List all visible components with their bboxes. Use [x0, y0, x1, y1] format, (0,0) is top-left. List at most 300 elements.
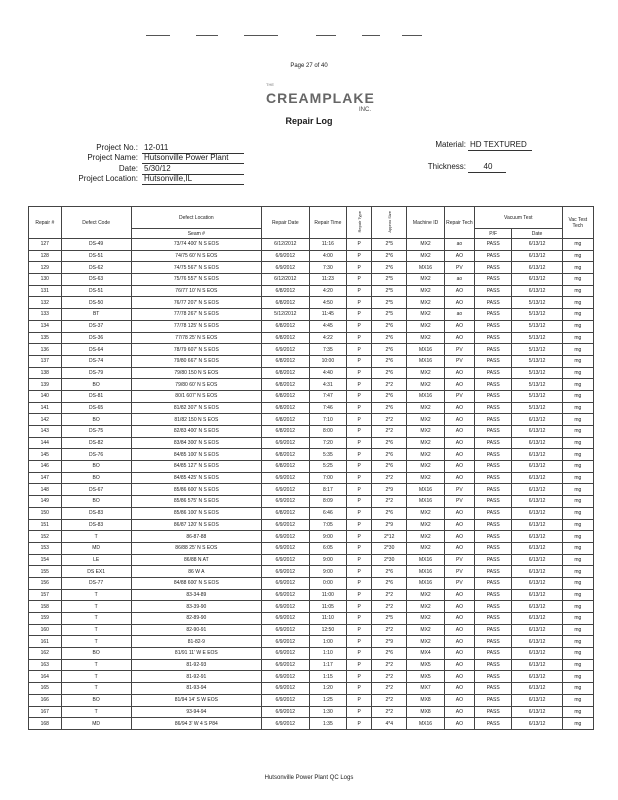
cell-repair-time: 5:35: [309, 449, 347, 461]
cell-defect-location: 81/82 307' N S EOS: [131, 402, 261, 414]
cell-machine-id: MX2: [407, 426, 445, 438]
cell-repair-no: 150: [29, 507, 62, 519]
cell-repair-type: P: [347, 274, 372, 286]
cell-repair-type: P: [347, 367, 372, 379]
cell-defect-code: DS-83: [61, 507, 131, 519]
cell-vacuum-pf: PASS: [474, 414, 512, 426]
cell-repair-type: P: [347, 577, 372, 589]
top-rule-2: [196, 35, 218, 36]
table-row: [29, 566, 594, 578]
date-label: Date:: [118, 164, 138, 173]
cell-repair-type: P: [347, 449, 372, 461]
cell-repair-no: 148: [29, 484, 62, 496]
cell-repair-time: 8:17: [309, 484, 347, 496]
cell-machine-id: MX2: [407, 531, 445, 543]
cell-repair-date: 6/9/2012: [261, 566, 309, 578]
cell-repair-date: 6/9/2012: [261, 694, 309, 706]
logo-main-text: CREAMPLAKE: [266, 90, 375, 106]
table-row: [29, 577, 594, 589]
cell-machine-id: MX2: [407, 367, 445, 379]
col-repair-tech: Repair Tech: [444, 207, 474, 239]
cell-repair-tech: AO: [444, 414, 474, 426]
cell-repair-date: 6/8/2012: [261, 461, 309, 473]
cell-approx-size: 2*6: [372, 648, 407, 660]
cell-vac-test-tech: mg: [562, 542, 593, 554]
cell-defect-code: DS-63: [61, 274, 131, 286]
cell-vacuum-pf: PASS: [474, 285, 512, 297]
cell-repair-tech: AO: [444, 426, 474, 438]
cell-repair-type: P: [347, 402, 372, 414]
cell-repair-no: 167: [29, 706, 62, 718]
cell-defect-code: MD: [61, 542, 131, 554]
cell-repair-time: 7:05: [309, 519, 347, 531]
cell-repair-tech: PV: [444, 344, 474, 356]
cell-defect-code: BT: [61, 309, 131, 321]
cell-repair-date: 6/8/2012: [261, 449, 309, 461]
cell-vacuum-date: 6/13/12: [512, 671, 562, 683]
cell-vac-test-tech: mg: [562, 414, 593, 426]
cell-repair-date: 6/9/2012: [261, 718, 309, 730]
cell-repair-tech: AO: [444, 461, 474, 473]
cell-defect-code: BO: [61, 379, 131, 391]
cell-machine-id: MX2: [407, 437, 445, 449]
cell-repair-date: 6/9/2012: [261, 648, 309, 660]
cell-repair-date: 6/8/2012: [261, 379, 309, 391]
cell-repair-tech: PV: [444, 577, 474, 589]
cell-vacuum-pf: PASS: [474, 355, 512, 367]
cell-machine-id: MX2: [407, 297, 445, 309]
material-value: HD TEXTURED: [468, 140, 532, 151]
cell-approx-size: 2*2: [372, 706, 407, 718]
cell-repair-time: 6:05: [309, 542, 347, 554]
top-rule-1: [146, 35, 170, 36]
cell-repair-date: 6/9/2012: [261, 531, 309, 543]
cell-repair-date: 6/9/2012: [261, 472, 309, 484]
cell-approx-size: 2*9: [372, 519, 407, 531]
cell-vacuum-pf: PASS: [474, 671, 512, 683]
cell-vac-test-tech: mg: [562, 507, 593, 519]
cell-defect-location: 81-93-94: [131, 683, 261, 695]
cell-repair-tech: AO: [444, 449, 474, 461]
cell-defect-location: 78/79 607' N S EOS: [131, 344, 261, 356]
cell-repair-type: P: [347, 344, 372, 356]
cell-defect-location: 81/91 11' W E EOS: [131, 648, 261, 660]
cell-machine-id: MX5: [407, 671, 445, 683]
cell-approx-size: 2*6: [372, 437, 407, 449]
table-row: [29, 694, 594, 706]
cell-vacuum-date: 6/13/12: [512, 554, 562, 566]
cell-repair-type: P: [347, 566, 372, 578]
cell-vacuum-pf: PASS: [474, 472, 512, 484]
cell-approx-size: 2*5: [372, 285, 407, 297]
cell-defect-location: 86/88 N AT: [131, 554, 261, 566]
cell-defect-code: DS-51: [61, 285, 131, 297]
cell-vacuum-date: 6/13/12: [512, 426, 562, 438]
cell-repair-no: 162: [29, 648, 62, 660]
cell-machine-id: MX2: [407, 414, 445, 426]
project-name-label: Project Name:: [87, 153, 138, 162]
cell-machine-id: MX2: [407, 250, 445, 262]
table-row: [29, 601, 594, 613]
cell-repair-type: P: [347, 659, 372, 671]
footer-text: Hutsonville Power Plant QC Logs: [264, 775, 354, 781]
cell-defect-location: 86/88 25' N S EOS: [131, 542, 261, 554]
col-approx-size-label: Approx Size: [386, 210, 392, 233]
cell-approx-size: 2*9: [372, 636, 407, 648]
cell-approx-size: 2*2: [372, 426, 407, 438]
col-repair-type-label: Repair Type: [356, 210, 362, 233]
cell-repair-tech: PV: [444, 262, 474, 274]
cell-defect-location: 86-87-88: [131, 531, 261, 543]
cell-repair-no: 153: [29, 542, 62, 554]
cell-defect-code: BO: [61, 496, 131, 508]
top-rule-6: [402, 35, 422, 36]
cell-repair-no: 149: [29, 496, 62, 508]
table-row: [29, 636, 594, 648]
cell-vac-test-tech: mg: [562, 320, 593, 332]
cell-vacuum-pf: PASS: [474, 683, 512, 695]
cell-repair-time: 4:40: [309, 367, 347, 379]
cell-vacuum-date: 6/13/12: [512, 449, 562, 461]
col-repair-no: Repair #: [29, 207, 62, 239]
cell-vacuum-pf: PASS: [474, 239, 512, 251]
cell-defect-code: BO: [61, 461, 131, 473]
cell-repair-tech: AO: [444, 613, 474, 625]
table-row: [29, 624, 594, 636]
cell-approx-size: 2*6: [372, 367, 407, 379]
cell-vac-test-tech: mg: [562, 379, 593, 391]
cell-repair-type: P: [347, 601, 372, 613]
cell-defect-code: BO: [61, 694, 131, 706]
cell-repair-no: 168: [29, 718, 62, 730]
cell-vac-test-tech: mg: [562, 566, 593, 578]
cell-defect-location: 77/78 25' N S EOS: [131, 332, 261, 344]
cell-repair-time: 7:20: [309, 437, 347, 449]
cell-repair-date: 6/8/2012: [261, 355, 309, 367]
cell-repair-tech: AO: [444, 250, 474, 262]
cell-repair-type: P: [347, 531, 372, 543]
table-row: [29, 250, 594, 262]
cell-vac-test-tech: mg: [562, 671, 593, 683]
cell-vac-test-tech: mg: [562, 461, 593, 473]
cell-vacuum-pf: PASS: [474, 332, 512, 344]
cell-repair-time: 1:17: [309, 659, 347, 671]
cell-approx-size: 2*6: [372, 461, 407, 473]
cell-defect-location: 81-92-91: [131, 671, 261, 683]
cell-repair-type: P: [347, 332, 372, 344]
cell-defect-code: DS-62: [61, 262, 131, 274]
cell-defect-location: 85/86 100' N S EOS: [131, 507, 261, 519]
cell-vacuum-pf: PASS: [474, 694, 512, 706]
cell-defect-code: T: [61, 624, 131, 636]
col-machine-id: Machine ID: [407, 207, 445, 239]
cell-vacuum-pf: PASS: [474, 402, 512, 414]
cell-repair-tech: AO: [444, 519, 474, 531]
cell-repair-no: 154: [29, 554, 62, 566]
table-row: [29, 426, 594, 438]
cell-repair-type: P: [347, 461, 372, 473]
cell-repair-no: 165: [29, 683, 62, 695]
cell-repair-no: 144: [29, 437, 62, 449]
cell-repair-tech: AO: [444, 297, 474, 309]
cell-repair-time: 8:09: [309, 496, 347, 508]
cell-defect-code: DS-49: [61, 239, 131, 251]
cell-repair-no: 132: [29, 297, 62, 309]
cell-repair-no: 134: [29, 320, 62, 332]
cell-defect-location: 83-39-90: [131, 601, 261, 613]
cell-repair-no: 135: [29, 332, 62, 344]
cell-machine-id: MX2: [407, 542, 445, 554]
cell-vacuum-date: 6/13/12: [512, 636, 562, 648]
cell-repair-type: P: [347, 426, 372, 438]
cell-vacuum-pf: PASS: [474, 250, 512, 262]
cell-repair-type: P: [347, 648, 372, 660]
cell-repair-date: 6/9/2012: [261, 250, 309, 262]
cell-repair-no: 155: [29, 566, 62, 578]
cell-vacuum-date: 6/13/12: [512, 274, 562, 286]
cell-repair-date: 6/9/2012: [261, 624, 309, 636]
cell-defect-location: 77/78 125' N S EOS: [131, 320, 261, 332]
cell-vacuum-date: 6/13/12: [512, 542, 562, 554]
cell-vac-test-tech: mg: [562, 449, 593, 461]
cell-defect-code: DS-82: [61, 437, 131, 449]
cell-repair-no: 133: [29, 309, 62, 321]
cell-repair-tech: AO: [444, 531, 474, 543]
cell-repair-type: P: [347, 309, 372, 321]
cell-repair-time: 11:45: [309, 309, 347, 321]
cell-repair-no: 157: [29, 589, 62, 601]
cell-approx-size: 2*2: [372, 671, 407, 683]
cell-repair-no: 136: [29, 344, 62, 356]
cell-repair-date: 6/9/2012: [261, 577, 309, 589]
cell-vacuum-pf: PASS: [474, 718, 512, 730]
cell-repair-date: 6/9/2012: [261, 554, 309, 566]
cell-repair-no: 159: [29, 613, 62, 625]
cell-approx-size: 4*4: [372, 718, 407, 730]
cell-repair-time: 4:20: [309, 285, 347, 297]
table-row: [29, 671, 594, 683]
cell-defect-location: 79/80 667' N S EOS: [131, 355, 261, 367]
cell-repair-date: 6/9/2012: [261, 344, 309, 356]
cell-vacuum-date: 6/13/12: [512, 414, 562, 426]
cell-repair-time: 4:50: [309, 297, 347, 309]
cell-repair-date: 6/9/2012: [261, 484, 309, 496]
table-row: [29, 531, 594, 543]
table-row: [29, 379, 594, 391]
cell-repair-type: P: [347, 589, 372, 601]
cell-repair-time: 1:25: [309, 694, 347, 706]
cell-machine-id: MX8: [407, 706, 445, 718]
cell-vac-test-tech: mg: [562, 285, 593, 297]
thickness-value: 40: [468, 162, 506, 173]
cell-repair-time: 7:47: [309, 390, 347, 402]
table-row: [29, 613, 594, 625]
cell-repair-type: P: [347, 554, 372, 566]
col-seam-no: Seam #: [131, 229, 261, 239]
cell-vac-test-tech: mg: [562, 239, 593, 251]
cell-vacuum-pf: PASS: [474, 507, 512, 519]
cell-approx-size: 2*2: [372, 683, 407, 695]
cell-repair-time: 12:50: [309, 624, 347, 636]
cell-repair-time: 9:00: [309, 531, 347, 543]
cell-vacuum-date: 6/13/12: [512, 577, 562, 589]
top-rule-4: [316, 35, 336, 36]
cell-vacuum-date: 5/13/12: [512, 402, 562, 414]
col-vac-test-tech: Vac Test Tech: [562, 207, 593, 239]
cell-repair-time: 5:25: [309, 461, 347, 473]
cell-vacuum-date: 6/13/12: [512, 250, 562, 262]
cell-repair-tech: AO: [444, 437, 474, 449]
cell-repair-tech: AO: [444, 671, 474, 683]
cell-machine-id: MX2: [407, 332, 445, 344]
cell-machine-id: MX16: [407, 484, 445, 496]
table-row: [29, 496, 594, 508]
cell-approx-size: 2*5: [372, 274, 407, 286]
table-row: [29, 542, 594, 554]
cell-repair-date: 6/8/2012: [261, 320, 309, 332]
cell-machine-id: MX2: [407, 239, 445, 251]
cell-repair-date: 6/8/2012: [261, 402, 309, 414]
project-name-value: Hutsonville Power Plant: [142, 153, 244, 164]
cell-approx-size: 2*30: [372, 554, 407, 566]
cell-repair-tech: AO: [444, 694, 474, 706]
cell-vac-test-tech: mg: [562, 274, 593, 286]
cell-vacuum-date: 6/13/12: [512, 648, 562, 660]
cell-vacuum-pf: PASS: [474, 367, 512, 379]
cell-defect-location: 79/80 60' N S EOS: [131, 379, 261, 391]
cell-vacuum-pf: PASS: [474, 484, 512, 496]
cell-defect-code: T: [61, 706, 131, 718]
table-row: [29, 659, 594, 671]
cell-vacuum-pf: PASS: [474, 449, 512, 461]
col-vacuum-test: Vacuum Test: [474, 207, 562, 229]
cell-repair-no: 156: [29, 577, 62, 589]
table-row: [29, 414, 594, 426]
cell-machine-id: MX16: [407, 390, 445, 402]
cell-approx-size: 2*6: [372, 332, 407, 344]
cell-defect-code: LE: [61, 554, 131, 566]
cell-machine-id: MX2: [407, 320, 445, 332]
table-row: [29, 285, 594, 297]
cell-repair-no: 130: [29, 274, 62, 286]
cell-defect-location: 85/86 600' N S EOS: [131, 484, 261, 496]
cell-repair-time: 11:00: [309, 589, 347, 601]
cell-repair-tech: AO: [444, 285, 474, 297]
cell-defect-location: 86/94 3' W 4 S P84: [131, 718, 261, 730]
cell-machine-id: MX2: [407, 449, 445, 461]
cell-repair-date: 6/9/2012: [261, 542, 309, 554]
cell-vac-test-tech: mg: [562, 355, 593, 367]
cell-machine-id: MX2: [407, 601, 445, 613]
cell-vac-test-tech: mg: [562, 390, 593, 402]
cell-repair-type: P: [347, 320, 372, 332]
cell-approx-size: 2*2: [372, 496, 407, 508]
table-row: [29, 449, 594, 461]
cell-approx-size: 2*2: [372, 601, 407, 613]
cell-vac-test-tech: mg: [562, 624, 593, 636]
cell-defect-location: 84/85 100' N S EOS: [131, 449, 261, 461]
table-row: [29, 367, 594, 379]
cell-repair-tech: AO: [444, 659, 474, 671]
cell-defect-code: DS-77: [61, 577, 131, 589]
cell-defect-code: DS-51: [61, 250, 131, 262]
cell-vacuum-date: 6/13/12: [512, 624, 562, 636]
cell-repair-tech: ao: [444, 239, 474, 251]
cell-vacuum-pf: PASS: [474, 309, 512, 321]
cell-defect-code: DS-50: [61, 297, 131, 309]
cell-repair-tech: AO: [444, 507, 474, 519]
cell-repair-time: 7:35: [309, 344, 347, 356]
cell-vacuum-date: 6/13/12: [512, 613, 562, 625]
cell-defect-code: DS-37: [61, 320, 131, 332]
cell-repair-time: 1:35: [309, 718, 347, 730]
cell-defect-location: 74/75 60' N S EOS: [131, 250, 261, 262]
table-row: [29, 589, 594, 601]
cell-repair-type: P: [347, 239, 372, 251]
cell-repair-type: P: [347, 285, 372, 297]
cell-approx-size: 2*2: [372, 624, 407, 636]
table-row: [29, 239, 594, 251]
table-row: [29, 706, 594, 718]
table-row: [29, 484, 594, 496]
table-row: [29, 297, 594, 309]
cell-approx-size: 2*6: [372, 262, 407, 274]
cell-approx-size: 2*5: [372, 309, 407, 321]
cell-vacuum-pf: PASS: [474, 554, 512, 566]
table-row: [29, 309, 594, 321]
cell-vacuum-date: 6/13/12: [512, 718, 562, 730]
cell-vac-test-tech: mg: [562, 332, 593, 344]
cell-vacuum-date: 6/13/12: [512, 472, 562, 484]
cell-defect-code: DS-65: [61, 402, 131, 414]
cell-machine-id: MX16: [407, 355, 445, 367]
cell-vacuum-date: 6/13/12: [512, 601, 562, 613]
cell-repair-time: 0:00: [309, 577, 347, 589]
cell-vacuum-date: 6/13/12: [512, 496, 562, 508]
cell-approx-size: 2*30: [372, 542, 407, 554]
cell-repair-type: P: [347, 542, 372, 554]
project-location-value: Hutsonville,IL: [142, 174, 244, 185]
cell-repair-date: 6/9/2012: [261, 589, 309, 601]
cell-approx-size: 2*6: [372, 577, 407, 589]
cell-defect-location: 73/74 400' N S EOS: [131, 239, 261, 251]
cell-approx-size: 2*6: [372, 320, 407, 332]
cell-vac-test-tech: mg: [562, 577, 593, 589]
cell-defect-code: T: [61, 636, 131, 648]
cell-repair-time: 10:00: [309, 355, 347, 367]
cell-repair-no: 146: [29, 461, 62, 473]
cell-vacuum-pf: PASS: [474, 601, 512, 613]
col-repair-type: [347, 207, 372, 239]
cell-defect-code: BO: [61, 414, 131, 426]
cell-machine-id: MX8: [407, 694, 445, 706]
cell-vacuum-pf: PASS: [474, 437, 512, 449]
cell-approx-size: 2*6: [372, 402, 407, 414]
cell-repair-tech: AO: [444, 542, 474, 554]
cell-machine-id: MX2: [407, 519, 445, 531]
cell-vacuum-pf: PASS: [474, 496, 512, 508]
cell-defect-location: 81-82-9: [131, 636, 261, 648]
cell-machine-id: MX2: [407, 613, 445, 625]
cell-repair-date: 6/8/2012: [261, 367, 309, 379]
cell-repair-tech: AO: [444, 320, 474, 332]
cell-vac-test-tech: mg: [562, 706, 593, 718]
cell-approx-size: 2*9: [372, 484, 407, 496]
cell-defect-code: T: [61, 683, 131, 695]
cell-vacuum-date: 6/13/12: [512, 694, 562, 706]
cell-defect-location: 82-89-90: [131, 613, 261, 625]
cell-repair-time: 4:31: [309, 379, 347, 391]
